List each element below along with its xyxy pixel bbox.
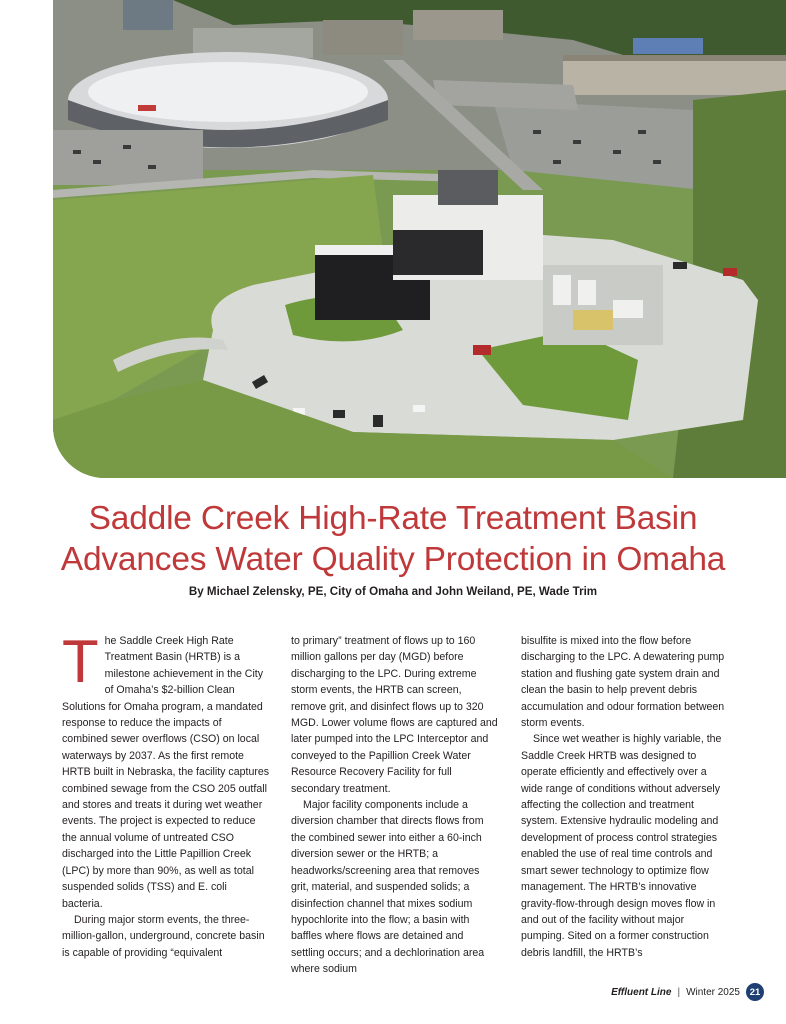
drop-cap: T	[62, 628, 99, 695]
paragraph: bisulfite is mixed into the flow before discharging to the LPC. A dewatering pump station and flushing gate system drain and clean the basin to help prevent debris accumulation and odour formation between storm events.	[521, 635, 725, 730]
column-2	[291, 633, 499, 978]
paragraph: During major storm events, the three-million-gallon, underground, concrete basin is capable of providing “equivalent	[62, 913, 265, 959]
page-footer	[611, 983, 764, 1001]
page-number-badge: 21	[746, 983, 764, 1001]
magazine-name: Effluent Line	[611, 986, 672, 998]
article-title	[20, 498, 766, 580]
footer-separator: |	[677, 986, 681, 998]
paragraph: Major facility components include a diversion chamber that directs flows from the combined sewer into either a 60-inch diversion sewer or the HRTB; a headworks/screening area that removes grit, material, and suspended solids; a disinfection channel that mixes sodium hypochlorite into the flow; a basin with baffles where flows are detained and settling occurs; and a dechlorination area where sodium	[291, 799, 485, 976]
hero-aerial-photo	[53, 0, 786, 478]
aerial-illustration	[53, 0, 786, 478]
paragraph: Since wet weather is highly variable, the Saddle Creek HRTB was designed to operate efficiently and effectively over a wide range of conditions without adversely affecting the collection and treatment system. Extensive hydraulic modeling and development of process control strategies enabled the use of real time controls and smart sewer technology to optimize flow management. The HRTB’s innovative gravity-flow-through design moves flow in and out of the facility without major pumping. Sited on a former construction debris landfill, the HRTB’s	[521, 733, 722, 959]
column-3	[521, 633, 729, 961]
article-title-line-2: Advances Water Quality Protection in Omaha	[60, 541, 726, 578]
article-byline: By Michael Zelensky, PE, City of Omaha and John Weiland, PE, Wade Trim	[188, 585, 598, 598]
paragraph: to primary” treatment of flows up to 160 million gallons per day (MGD) before discharging to the LPC. During extreme storm events, the HRTB can screen, remove grit, and disinfect flows up to 320 MGD. Lower volume flows are captured and later pumped into the LPC Interceptor and conveyed to the Papillion Creek Water Resource Recovery Facility for full secondary treatment.	[291, 635, 498, 795]
column-1	[62, 628, 270, 961]
issue-label: Winter 2025	[686, 986, 740, 998]
article-title-line-1: Saddle Creek High-Rate Treatment Basin	[88, 500, 698, 537]
paragraph: he Saddle Creek High Rate Treatment Basin (HRTB) is a milestone achievement in the City of Omaha’s $2-billion Clean Solutions for Omaha program, a mandated response to reduce the impacts of combined sewer overflows (CSO) on local waterways by 2037. As the first remote HRTB built in Nebraska, the facility captures combined sewage from the CSO 205 outfall and stores and treats it during wet weather events. The project is expected to reduce the annual volume of untreated CSO discharged into the Little Papillion Creek (LPC) by more than 90%, as well as total suspended solids (TSS) and E. coli bacteria.	[62, 635, 270, 910]
